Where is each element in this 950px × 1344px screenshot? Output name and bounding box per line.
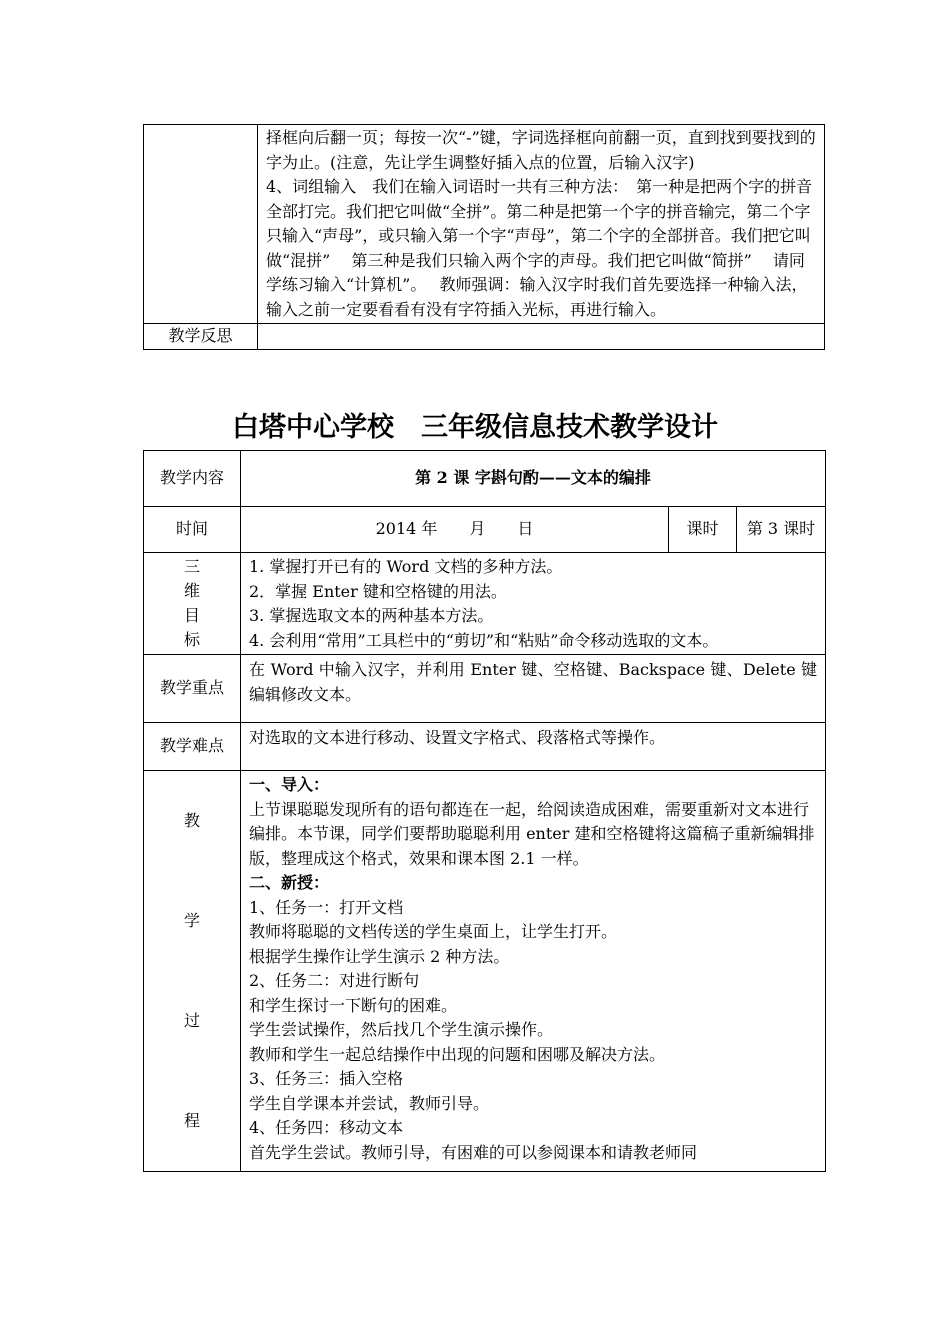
- process-line: 4、任务四：移动文本: [249, 1118, 404, 1137]
- period-value: 第 3 课时: [737, 507, 826, 553]
- goals-label-char: 三: [183, 556, 200, 576]
- goals-label-char: 目: [183, 605, 200, 625]
- goal-item: 1. 掌握打开已有的 Word 文档的多种方法。: [249, 557, 563, 576]
- time-label: 时间: [144, 507, 241, 553]
- process-line: 上节课聪聪发现所有的语句都连在一起，给阅读造成困难，需要重新对文本进行编排。本节课，同学们要帮助聪聪利用 enter 建和空格键将这篇稿子重新编辑排版，整理成这个格式，效果和课本图 2.1 一样。: [249, 799, 815, 868]
- process-heading: 一、导入：: [249, 775, 330, 794]
- continued-content-cell: [258, 125, 825, 324]
- process-line: 教师和学生一起总结操作中出现的问题和困哪及解决方法。: [249, 1044, 666, 1064]
- process-line: 首先学生尝试。教师引导，有困难的可以参阅课本和请教老师同: [249, 1142, 698, 1162]
- goals-label-char: 标: [183, 630, 200, 649]
- continued-paragraph-1: 择框向后翻一页；每按一次“-”键，字词选择框向前翻一页，直到找到要找到的字为止。(注意，先让学生调整好插入点的位置，后输入汉字): [266, 128, 816, 172]
- time-row: [144, 507, 826, 553]
- process-label-char: 学: [183, 910, 200, 930]
- key-value: 在 Word 中输入汉字，并利用 Enter 键、空格键、Backspace 键、Delete 键编辑修改文本。: [241, 655, 826, 723]
- process-row: [144, 771, 826, 1172]
- period-label: 课时: [669, 507, 737, 553]
- process-label-char: 过: [183, 1010, 200, 1030]
- key-label: 教学重点: [144, 655, 241, 723]
- goals-label: [144, 553, 241, 655]
- continued-paragraph-2: 4、词组输入 我们在输入词语时一共有三种方法： 第一种是把两个字的拼音全部打完。我们把它叫做“全拼”。第二种是把第一个字的拼音输完，第二个字只输入“声母”，或只输入第一个字“声母”，第二个字的全部拼音。我们把它叫做“混拼” 第三种是我们只输入两个字的声母。我们把它叫做“简拼” 请同学练习输入“计算机”。 教师强调：输入汉字时我们首先要选择一种输入法，输入之前一定要看看有没有字符插入光标，再进行输入。: [266, 177, 813, 319]
- process-line: 学生尝试操作，然后找几个学生演示操作。: [249, 1020, 554, 1039]
- process-line: 学生自学课本并尝试，教师引导。: [249, 1093, 490, 1113]
- process-line: 和学生探讨一下断句的困难。: [249, 995, 458, 1015]
- content-value: 第 2 课 字斟句酌——文本的编排: [241, 451, 826, 507]
- difficult-label: 教学难点: [144, 723, 241, 771]
- reflection-label: 教学反思: [144, 324, 258, 350]
- goal-item: 4. 会利用“常用”工具栏中的“剪切”和“粘贴”命令移动选取的文本。: [249, 630, 719, 650]
- process-line: 3、任务三：插入空格: [249, 1069, 404, 1088]
- difficult-row: [144, 723, 826, 771]
- process-line: 2、任务二：对进行断句: [249, 971, 420, 990]
- process-label-char: 教: [183, 810, 200, 830]
- process-line: 1、任务一：打开文档: [249, 897, 404, 917]
- goals-label-char: 维: [183, 581, 200, 600]
- process-heading: 二、新授：: [249, 873, 330, 892]
- reflection-value: [258, 324, 825, 350]
- goal-item: 3. 掌握选取文本的两种基本方法。: [249, 606, 494, 625]
- difficult-value: 对选取的文本进行移动、设置文字格式、段落格式等操作。: [241, 723, 826, 771]
- continued-table: [143, 124, 825, 350]
- page-title: 白塔中心学校 三年级信息技术教学设计: [232, 412, 718, 443]
- continued-label-cell: [144, 125, 258, 324]
- reflection-row: [144, 324, 825, 350]
- process-line: 教师将聪聪的文档传送的学生桌面上，让学生打开。: [249, 922, 618, 941]
- content-row: [144, 451, 826, 507]
- process-label: [144, 771, 241, 1172]
- process-label-char: 程: [183, 1110, 200, 1130]
- goal-item: 2．掌握 Enter 键和空格键的用法。: [249, 581, 507, 601]
- continued-row: [144, 125, 825, 324]
- goals-row: [144, 553, 826, 655]
- process-line: 根据学生操作让学生演示 2 种方法。: [249, 946, 510, 966]
- goals-content: [241, 553, 826, 655]
- key-row: [144, 655, 826, 723]
- process-content: [241, 771, 826, 1172]
- time-value: 2014 年 月 日: [241, 507, 669, 553]
- lesson-table: [143, 450, 826, 1172]
- content-label: 教学内容: [144, 451, 241, 507]
